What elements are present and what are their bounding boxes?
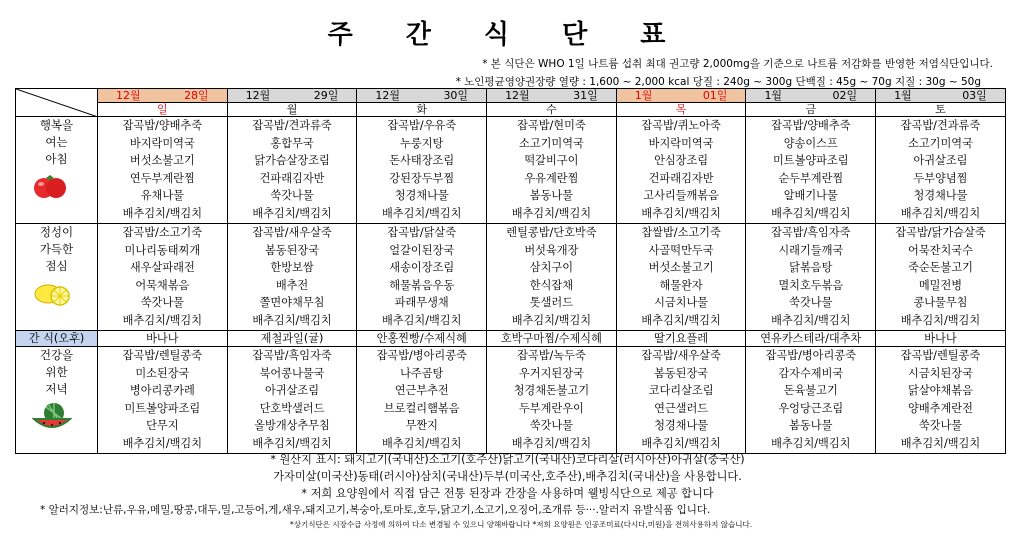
allergy-note: * 알러지정보:난류,우유,메밀,땅콩,대두,밀,고등어,게,새우,돼지고기,복숭아,토마토,호두,닭고기,소고기,오징어,조개류 등···.알러지 유발식품 입니다. xyxy=(40,504,711,516)
menu-cell xyxy=(746,347,876,454)
menu-item: 북어콩나물국 xyxy=(259,366,325,380)
date-month: 1월 xyxy=(894,89,912,102)
menu-item: 코다리살조림 xyxy=(648,384,714,397)
date-day: 03일 xyxy=(962,89,987,102)
menu-item: 두부양념찜 xyxy=(913,171,968,185)
menu-cell xyxy=(357,224,487,331)
meal-label-line: 저녁 xyxy=(45,382,68,396)
menu-item: 잡곡밥/닭가슴살죽 xyxy=(895,226,986,239)
menu-item: 청경채나물 xyxy=(654,419,709,432)
date-day: 02일 xyxy=(832,89,858,102)
menu-cell xyxy=(357,117,487,224)
menu-cell xyxy=(876,224,1006,331)
menu-item: 배추김치/백김치 xyxy=(771,206,851,220)
menu-item: 단무지 xyxy=(146,419,179,432)
date-cell xyxy=(98,89,228,103)
menu-item: 버섯소불고기 xyxy=(129,154,195,167)
menu-cell xyxy=(746,117,876,224)
menu-item: 배추김치/백김치 xyxy=(122,313,203,327)
menu-item: 홍합무국 xyxy=(270,136,314,150)
date-cell xyxy=(876,89,1006,103)
corner-cell xyxy=(16,89,98,117)
snack-label: 간 식(오후) xyxy=(16,331,98,347)
snack-cell: 호박구마찜/수제식혜 xyxy=(487,331,617,347)
menu-item: 나주곰탕 xyxy=(400,366,444,380)
menu-item: 해물볶음우동 xyxy=(389,278,455,292)
menu-item: 단호박샐러드 xyxy=(259,401,325,415)
menu-item: 콩나물무침 xyxy=(913,296,968,309)
menu-item: 잡곡밥/흑임자죽 xyxy=(771,226,851,239)
weekday-cell: 토 xyxy=(876,103,1006,117)
snack-cell: 바나나 xyxy=(876,331,1006,347)
menu-item: 봄동된장국 xyxy=(265,243,320,257)
meal-label-line: 행복을 xyxy=(39,118,74,132)
menu-item: 잡곡밥/현미죽 xyxy=(517,119,586,132)
menu-item: 알배기나물 xyxy=(783,189,838,202)
menu-item: 닭살야채볶음 xyxy=(908,384,973,397)
tomato-icon xyxy=(32,171,68,204)
menu-item: 잡곡밥/닭살죽 xyxy=(387,226,457,239)
menu-item: 올방개상추무침 xyxy=(254,419,330,432)
menu-item: 배추김치/백김치 xyxy=(382,313,462,327)
menu-item: 배추김치/백김치 xyxy=(511,436,592,450)
snack-row xyxy=(16,331,1006,347)
menu-item: 어묵채볶음 xyxy=(135,278,190,292)
menu-cell xyxy=(357,347,487,454)
menu-item: 잡곡밥/렌틸콩죽 xyxy=(900,349,981,362)
snack-cell: 제철과일(귤) xyxy=(227,331,357,347)
date-day: 29일 xyxy=(313,89,339,102)
menu-item: 잡곡밥/병아리콩죽 xyxy=(765,349,856,362)
menu-item: 배추김치/백김치 xyxy=(252,436,332,450)
weekday-cell: 일 xyxy=(98,103,228,117)
menu-item: 메밀전병 xyxy=(918,278,963,292)
menu-item: 양배추계란전 xyxy=(908,401,973,415)
menu-item: 닭가슴살장조림 xyxy=(254,154,330,167)
meal-label-line: 정성이 xyxy=(39,225,74,239)
menu-item: 배추김치/백김치 xyxy=(771,313,851,327)
menu-item: 브로컬리햄볶음 xyxy=(383,401,460,415)
menu-item: 배추김치/백김치 xyxy=(382,206,462,220)
menu-item: 바지락미역국 xyxy=(648,136,714,150)
menu-cell xyxy=(227,224,357,331)
menu-item: 쑥갓나물 xyxy=(789,296,833,309)
menu-item: 잡곡밥/새우살죽 xyxy=(641,349,721,362)
menu-cell xyxy=(616,117,746,224)
menu-cell xyxy=(616,347,746,454)
menu-item: 찹쌀밥/소고기죽 xyxy=(641,226,721,239)
menu-item: 배추김치/백김치 xyxy=(900,313,981,327)
menu-item: 우엉당근조림 xyxy=(778,401,844,415)
date-day: 30일 xyxy=(443,89,469,102)
menu-cell xyxy=(487,117,617,224)
menu-item: 죽순돈불고기 xyxy=(908,261,973,274)
snack-cell: 안홍찐빵/수제식혜 xyxy=(357,331,487,347)
menu-item: 한식잡채 xyxy=(529,278,574,292)
page-title: 주 간 식 단 표 xyxy=(327,20,688,50)
snack-cell: 바나나 xyxy=(98,331,228,347)
menu-item: 얼갈이된장국 xyxy=(389,243,455,257)
date-cell xyxy=(227,89,357,103)
menu-item: 안심장조림 xyxy=(654,154,709,167)
menu-item: 배추김치/백김치 xyxy=(641,206,721,220)
menu-cell xyxy=(746,224,876,331)
meal-label-line: 건강을 xyxy=(39,348,74,362)
lemon-icon xyxy=(32,278,72,311)
menu-item: 배추김치/백김치 xyxy=(252,206,332,220)
meal-label-line: 점심 xyxy=(45,259,68,273)
date-cell xyxy=(487,89,617,103)
date-cell xyxy=(616,89,746,103)
menu-cell xyxy=(98,117,228,224)
menu-item: 새우살파래전 xyxy=(129,261,195,274)
menu-item: 건파래김자반 xyxy=(648,171,714,185)
date-row xyxy=(16,89,1006,103)
menu-cell xyxy=(876,117,1006,224)
weekday-cell: 화 xyxy=(357,103,487,117)
menu-item: 유채나물 xyxy=(140,189,184,202)
meal-label-line: 여는 xyxy=(45,135,68,149)
menu-item: 시래기들깨국 xyxy=(778,243,844,257)
meal-label-line: 위한 xyxy=(45,365,68,379)
menu-item: 쑥갓나물 xyxy=(140,296,184,309)
menu-table xyxy=(15,88,1006,454)
menu-item: 잡곡밥/소고기죽 xyxy=(122,226,203,239)
menu-item: 버섯육개장 xyxy=(524,243,579,257)
menu-item: 렌틸콩밥/단호박죽 xyxy=(506,226,597,239)
menu-item: 쑥갓나물 xyxy=(270,189,314,202)
date-day: 28일 xyxy=(184,89,209,102)
menu-item: 미트볼양파조림 xyxy=(124,401,201,415)
menu-item: 파래무생채 xyxy=(394,296,449,309)
menu-item: 미나리동태찌개 xyxy=(124,243,201,257)
weekday-cell: 목 xyxy=(616,103,746,117)
menu-cell xyxy=(227,347,357,454)
menu-item: 잡곡밥/견과류죽 xyxy=(252,119,332,132)
menu-item: 청경채돈불고기 xyxy=(513,384,590,397)
nutrition-note: * 노인평균영양권장량 열량 : 1,600 ~ 2,000 kcal 당질 : 240g ~ 300g 단백질 : 45g ~ 70g 지질 : 30g ~ 50g xyxy=(455,76,981,88)
menu-item: 잡곡밥/녹두죽 xyxy=(517,349,586,362)
meal-label-cell xyxy=(16,224,98,331)
menu-item: 양송이스프 xyxy=(783,136,838,150)
menu-item: 감자수제비국 xyxy=(778,366,844,380)
date-cell xyxy=(746,89,876,103)
menu-cell xyxy=(616,224,746,331)
menu-item: 누룽지탕 xyxy=(400,136,444,150)
meal-label-line: 가득한 xyxy=(39,242,74,256)
snack-cell: 딸기요플레 xyxy=(616,331,746,347)
menu-item: 우거지된장국 xyxy=(518,366,584,380)
date-month: 12월 xyxy=(375,89,400,102)
menu-item: 배추김치/백김치 xyxy=(641,313,721,327)
menu-cell xyxy=(227,117,357,224)
menu-item: 새송이장조림 xyxy=(389,261,455,274)
menu-cell xyxy=(876,347,1006,454)
menu-item: 배추김치/백김치 xyxy=(900,206,981,220)
date-cell xyxy=(357,89,487,103)
date-month: 12월 xyxy=(505,89,530,102)
date-day: 31일 xyxy=(573,89,598,102)
menu-item: 사골떡만두국 xyxy=(648,243,714,257)
menu-item: 잡곡밥/퀴노아죽 xyxy=(641,119,721,132)
origin-note-2: 가자미살(미국산)동태(러시아)삼치(국내산)두부(미국산,호주산),배추김치(국내산)을 사용합니다. xyxy=(273,470,742,483)
menu-item: 돈사태장조림 xyxy=(389,154,455,167)
menu-item: 무짠지 xyxy=(405,419,438,432)
menu-item: 소고기미역국 xyxy=(518,136,584,150)
menu-item: 배추김치/백김치 xyxy=(511,206,592,220)
menu-item: 잡곡밥/흑임자죽 xyxy=(252,349,332,362)
menu-item: 시금치된장국 xyxy=(908,366,973,380)
menu-item: 돈육불고기 xyxy=(783,384,838,397)
menu-item: 톳샐러드 xyxy=(529,296,574,309)
menu-item: 잡곡밥/양배추죽 xyxy=(122,119,203,132)
menu-item: 연근샐러드 xyxy=(654,401,709,415)
menu-cell xyxy=(98,347,228,454)
menu-item: 쑥갓나물 xyxy=(529,419,574,432)
menu-item: 한방보쌈 xyxy=(270,261,314,274)
date-month: 12월 xyxy=(245,89,271,102)
menu-item: 배추김치/백김치 xyxy=(900,436,981,450)
menu-item: 배추전 xyxy=(275,278,309,292)
menu-item: 잡곡밥/새우살죽 xyxy=(252,226,332,239)
menu-item: 잡곡밥/렌틸콩죽 xyxy=(122,349,203,362)
menu-item: 병아리콩카레 xyxy=(129,384,195,397)
menu-cell xyxy=(487,347,617,454)
menu-item: 아귀살조림 xyxy=(265,384,320,397)
menu-cell xyxy=(487,224,617,331)
menu-item: 청경채나물 xyxy=(913,189,968,202)
menu-item: 바지락미역국 xyxy=(129,136,195,150)
menu-item: 건파래김자반 xyxy=(259,171,325,185)
sodium-note: * 본 식단은 WHO 1일 나트륨 섭취 최대 권고량 2,000mg을 기준으로 나트륨 저감화를 반영한 저염식단입니다. xyxy=(482,58,993,70)
menu-item: 쑥갓나물 xyxy=(918,419,963,432)
menu-item: 고사리들깨볶음 xyxy=(643,189,719,202)
menu-item: 떡갈비구이 xyxy=(524,154,579,167)
menu-item: 배추김치/백김치 xyxy=(122,436,203,450)
meal-row xyxy=(16,224,1006,331)
menu-item: 잡곡밥/병아리콩죽 xyxy=(376,349,467,362)
meal-label-line: 아침 xyxy=(45,152,68,166)
menu-item: 미소된장국 xyxy=(135,366,190,380)
date-month: 1월 xyxy=(634,89,653,102)
menu-item: 순두부계란찜 xyxy=(778,171,844,185)
menu-item: 배추김치/백김치 xyxy=(771,436,851,450)
weekday-cell: 월 xyxy=(227,103,357,117)
weekday-cell: 수 xyxy=(487,103,617,117)
menu-item: 두부계란우이 xyxy=(518,401,584,415)
menu-item: 소고기미역국 xyxy=(908,136,973,150)
meal-row xyxy=(16,117,1006,224)
menu-item: 시금치나물 xyxy=(654,296,709,309)
meal-label-cell xyxy=(16,117,98,224)
meal-label-cell xyxy=(16,347,98,454)
watermelon-icon xyxy=(32,401,72,434)
menu-item: 해물완자 xyxy=(659,278,703,292)
menu-item: 아귀살조림 xyxy=(913,154,968,167)
date-month: 1월 xyxy=(764,89,783,102)
menu-item: 버섯소불고기 xyxy=(648,261,714,274)
menu-item: 잡곡밥/우유죽 xyxy=(387,119,457,132)
menu-item: 미트볼양파조림 xyxy=(772,154,849,167)
menu-item: 어묵잔치국수 xyxy=(908,243,973,257)
menu-item: 배추김치/백김치 xyxy=(511,313,592,327)
menu-item: 봄동나물 xyxy=(789,419,833,432)
origin-note-1: * 원산지 표시: 돼지고기(국내산)소고기(호주산)닭고기(국내산)코다리살(러시아산)아귀살(중국산) xyxy=(270,453,745,466)
weekday-row xyxy=(16,103,1006,117)
menu-item: 배추김치/백김치 xyxy=(252,313,332,327)
menu-cell xyxy=(98,224,228,331)
disclaimer-note: *상기식단은 시장수급 사정에 의하여 다소 변경될 수 있으니 양해바랍니다 *저희 요양원은 인공조미료(다시다,미원)을 전혀사용하지 않습니다. xyxy=(290,520,753,529)
date-month: 12월 xyxy=(116,89,141,102)
date-day: 01일 xyxy=(702,89,728,102)
menu-item: 닭볶음탕 xyxy=(789,261,833,274)
menu-item: 배추김치/백김치 xyxy=(382,436,462,450)
menu-item: 봄동나물 xyxy=(529,189,574,202)
menu-item: 우유계란찜 xyxy=(524,171,579,185)
menu-item: 쫄면야채무침 xyxy=(259,296,325,309)
meal-row xyxy=(16,347,1006,454)
sauce-note: * 저희 요양원에서 직접 담근 전통 된장과 간장을 사용하며 웰빙식단으로 제공 합니다 xyxy=(301,487,714,500)
menu-item: 멸치호두볶음 xyxy=(778,278,844,292)
menu-item: 배추김치/백김치 xyxy=(122,206,203,220)
menu-item: 봄동된장국 xyxy=(654,366,709,380)
menu-item: 배추김치/백김치 xyxy=(641,436,721,450)
menu-item: 연근부추전 xyxy=(394,384,449,397)
menu-item: 잡곡밥/견과류죽 xyxy=(900,119,981,132)
menu-item: 삼치구이 xyxy=(529,261,574,274)
menu-item: 잡곡밥/양배추죽 xyxy=(771,119,851,132)
menu-item: 연두부계란찜 xyxy=(129,171,195,185)
snack-cell: 연유카스테라/대추차 xyxy=(746,331,876,347)
menu-item: 강된장두부찜 xyxy=(389,171,455,185)
menu-item: 청경채나물 xyxy=(394,189,449,202)
weekday-cell: 금 xyxy=(746,103,876,117)
